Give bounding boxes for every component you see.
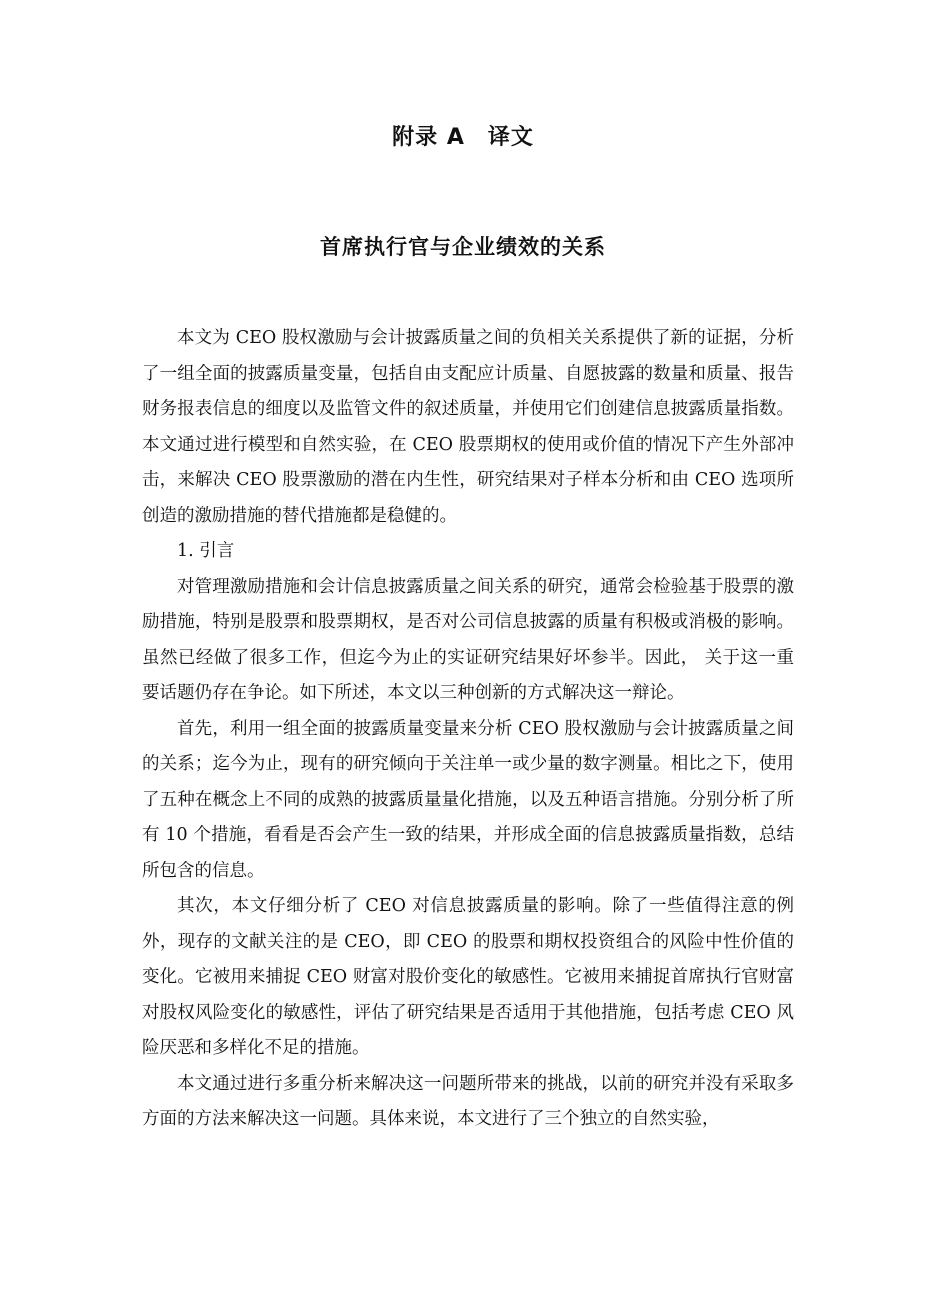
section-heading-introduction: 1. 引言 (177, 541, 235, 561)
intro-paragraph-4: 本文通过进行多重分析来解决这一问题所带来的挑战，以前的研究并没有采取多方面的方法来解决这一问题。具体来说，本文进行了三个独立的自然实验， (142, 1073, 794, 1129)
abstract-paragraph: 本文为 CEO 股权激励与会计披露质量之间的负相关关系提供了新的证据，分析了一组全面的披露质量变量，包括自由支配应计质量、自愿披露的数量和质量、报告财务报表信息的细度以及监管文件的叙述质量，并使用它们创建信息披露质量指数。本文通过进行模型和自然实验，在 CEO 股票期权的使用或价值的情况下产生外部冲击，来解决 CEO 股票激励的潜在内生性，研究结果对子样本分析和由 CEO 选项所创造的激励措施的替代措施都是稳健的。 (142, 328, 794, 526)
intro-paragraph-2: 首先，利用一组全面的披露质量变量来分析 CEO 股权激励与会计披露质量之间的关系；迄今为止，现有的研究倾向于关注单一或少量的数字测量。相比之下，使用了五种在概念上不同的成熟的披露质量量化措施，以及五种语言措施。分别分析了所有 10 个措施，看看是否会产生一致的结果，并形成全面的信息披露质量指数，总结所包含的信息。 (142, 718, 794, 881)
intro-paragraph-1: 对管理激励措施和会计信息披露质量之间关系的研究，通常会检验基于股票的激励措施，特别是股票和股票期权，是否对公司信息披露的质量有积极或消极的影响。虽然已经做了很多工作，但迄今为止的实证研究结果好坏参半。因此， 关于这一重要话题仍存在争论。如下所述，本文以三种创新的方式解决这一辩论。 (142, 576, 794, 703)
paper-title: 首席执行官与企业绩效的关系 (320, 235, 606, 259)
body-text (142, 321, 794, 1138)
appendix-title: 附录 A 译文 (392, 125, 534, 150)
intro-paragraph-3: 其次，本文仔细分析了 CEO 对信息披露质量的影响。除了一些值得注意的例外，现存的文献关注的是 CEO，即 CEO 的股票和期权投资组合的风险中性价值的变化。它被用来捕捉 CEO 财富对股价变化的敏感性。它被用来捕捉首席执行官财富对股权风险变化的敏感性，评估了研究结果是否适用于其他措施，包括考虑 CEO 风险厌恶和多样化不足的措施。 (142, 896, 794, 1058)
